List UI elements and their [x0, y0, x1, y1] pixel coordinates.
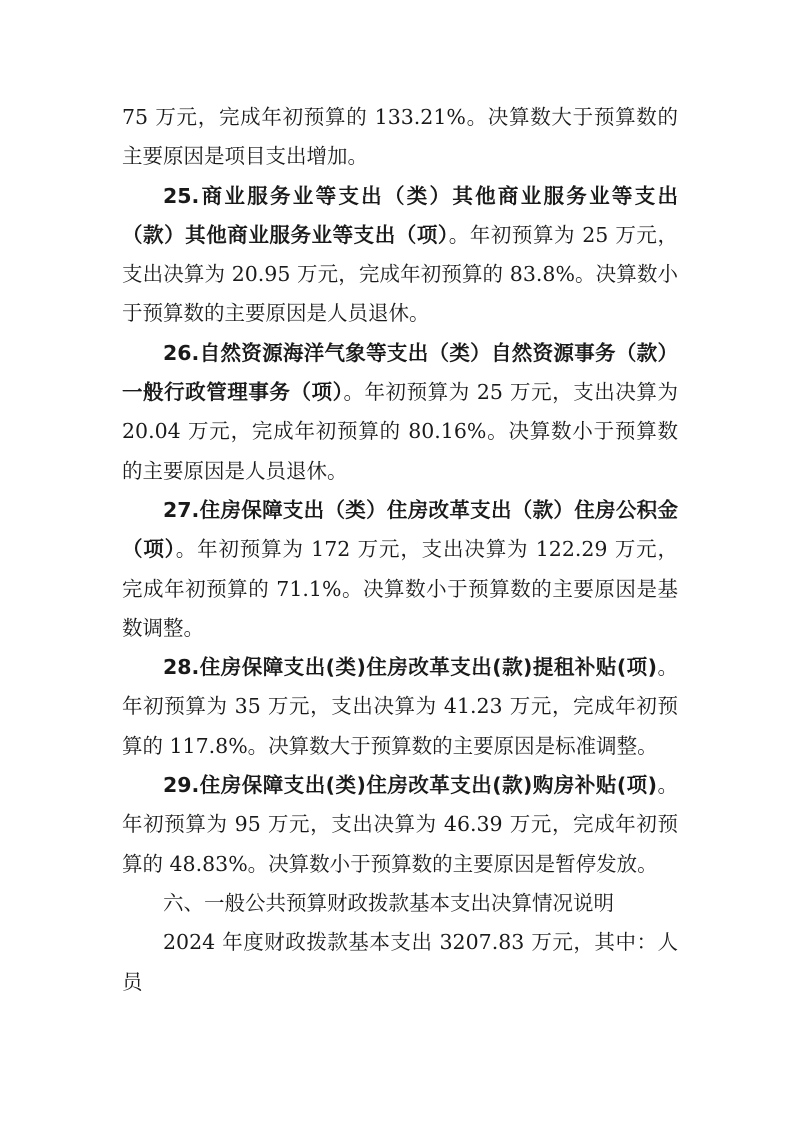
paragraph-basic-expenditure: 2024 年度财政拨款基本支出 3207.83 万元，其中：人员 — [122, 930, 678, 994]
item-25-text: 。年初预算为 25 万元，支出决算为 20.95 万元，完成年初预算的 83.8%。决算数小于预算数的主要原因是人员退休。 — [122, 222, 678, 326]
paragraph-item-28 — [122, 648, 678, 766]
item-26-text: 。年初预算为 25 万元，支出决算为 20.04 万元，完成年初预算的 80.16%。决算数小于预算数的主要原因是人员退休。 — [122, 380, 678, 483]
paragraph-item-25 — [122, 177, 678, 334]
paragraph-item-29 — [122, 766, 678, 884]
item-28-text: 。年初预算为 35 万元，支出决算为 41.23 万元，完成年初预算的 117.8%。决算数大于预算数的主要原因是标准调整。 — [122, 655, 679, 758]
item-29-text: 。年初预算为 95 万元，支出决算为 46.39 万元，完成年初预算的 48.83%。决算数小于预算数的主要原因是暂停发放。 — [122, 773, 679, 876]
paragraph-text: 75 万元，完成年初预算的 133.21%。决算数大于预算数的主要原因是项目支出增加。 — [122, 105, 678, 169]
paragraph-continuation — [122, 98, 678, 177]
item-25-title: 25.商业服务业等支出（类）其他商业服务业等支出（款）其他商业服务业等支出（项） — [122, 183, 678, 247]
item-26-title: 26.自然资源海洋气象等支出（类）自然资源事务（款）一般行政管理事务（项） — [122, 340, 678, 405]
paragraph-item-26 — [122, 334, 678, 491]
section-heading: 六、一般公共预算财政拨款基本支出决算情况说明 — [163, 890, 614, 915]
item-29-title: 29.住房保障支出(类)住房改革支出(款)购房补贴(项) — [163, 773, 658, 798]
item-28-title: 28.住房保障支出(类)住房改革支出(款)提租补贴(项) — [163, 655, 658, 680]
item-27-title: 27.住房保障支出（类）住房改革支出（款）住房公积金（项） — [122, 497, 678, 562]
body-text — [122, 98, 678, 1002]
paragraph-item-27 — [122, 491, 678, 648]
item-27-text: 。年初预算为 172 万元，支出决算为 122.29 万元，完成年初预算的 71.1%。决算数小于预算数的主要原因是基数调整。 — [122, 537, 678, 640]
